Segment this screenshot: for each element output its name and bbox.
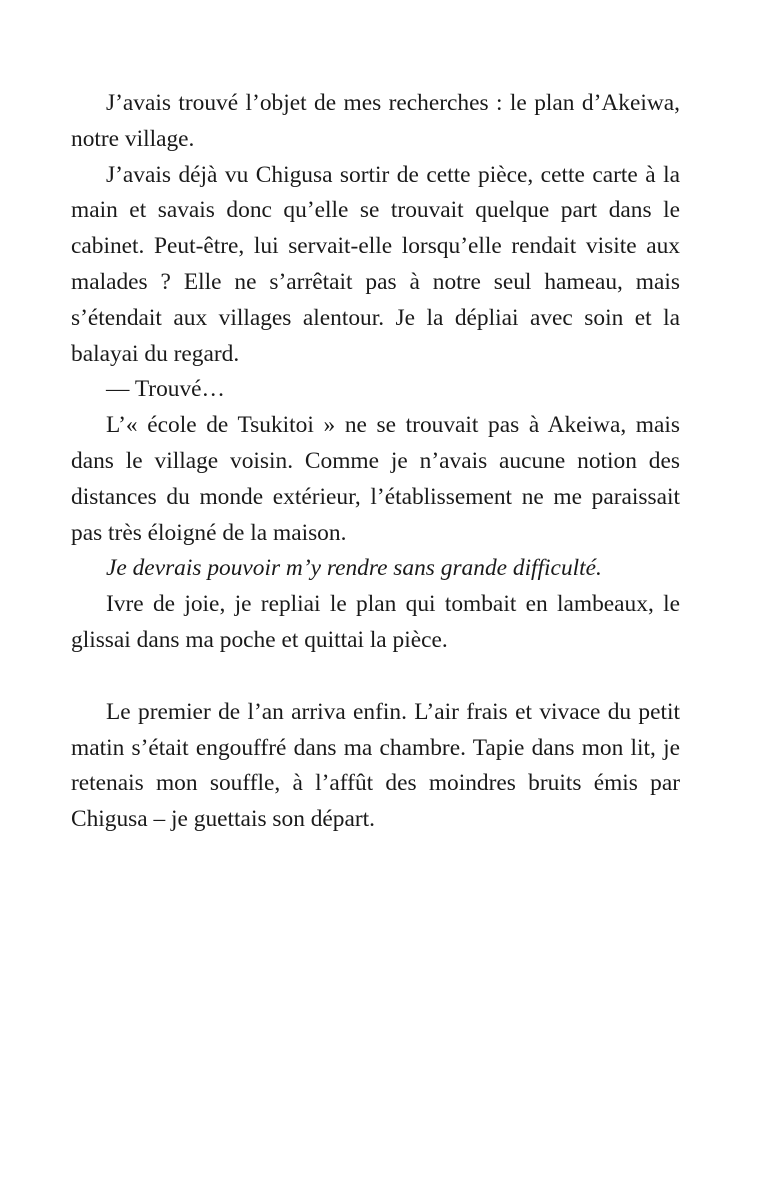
dialogue-found: — Trouvé… xyxy=(106,376,225,403)
book-page xyxy=(71,86,680,838)
paragraph-new-year: Le premier de l’an arriva enfin. L’air frais et vivace du petit matin s’était engouffré dans ma chambre. Tapie dans mon lit, je retenais mon souffle, à l’affût des moindres bruits émis par Chigusa – je guettais son départ. xyxy=(71,698,680,833)
paragraph-found-map: J’avais trouvé l’objet de mes recherches : le plan d’Akeiwa, notre village. xyxy=(71,90,680,152)
paragraph-leave-room: Ivre de joie, je repliai le plan qui tombait en lambeaux, le glissai dans ma poche et quittai la pièce. xyxy=(71,591,680,653)
thought-italic: Je devrais pouvoir m’y rendre sans grande difficulté. xyxy=(106,555,602,582)
section-break xyxy=(71,659,680,695)
paragraph-chigusa-map: J’avais déjà vu Chigusa sortir de cette pièce, cette carte à la main et savais donc qu’elle se trouvait quelque part dans le cabinet. Peut-être, lui servait-elle lorsqu’elle rendait visite aux malades ? Elle ne s’arrêtait pas à notre seul hameau, mais s’étendait aux villages alentour. Je la dépliai avec soin et la balayai du regard. xyxy=(71,161,680,367)
paragraph-tsukitoi-school: L’« école de Tsukitoi » ne se trouvait pas à Akeiwa, mais dans le village voisin. Comme je n’avais aucune notion des distances du monde extérieur, l’établissement ne me paraissait pas très éloigné de la maison. xyxy=(71,412,680,546)
